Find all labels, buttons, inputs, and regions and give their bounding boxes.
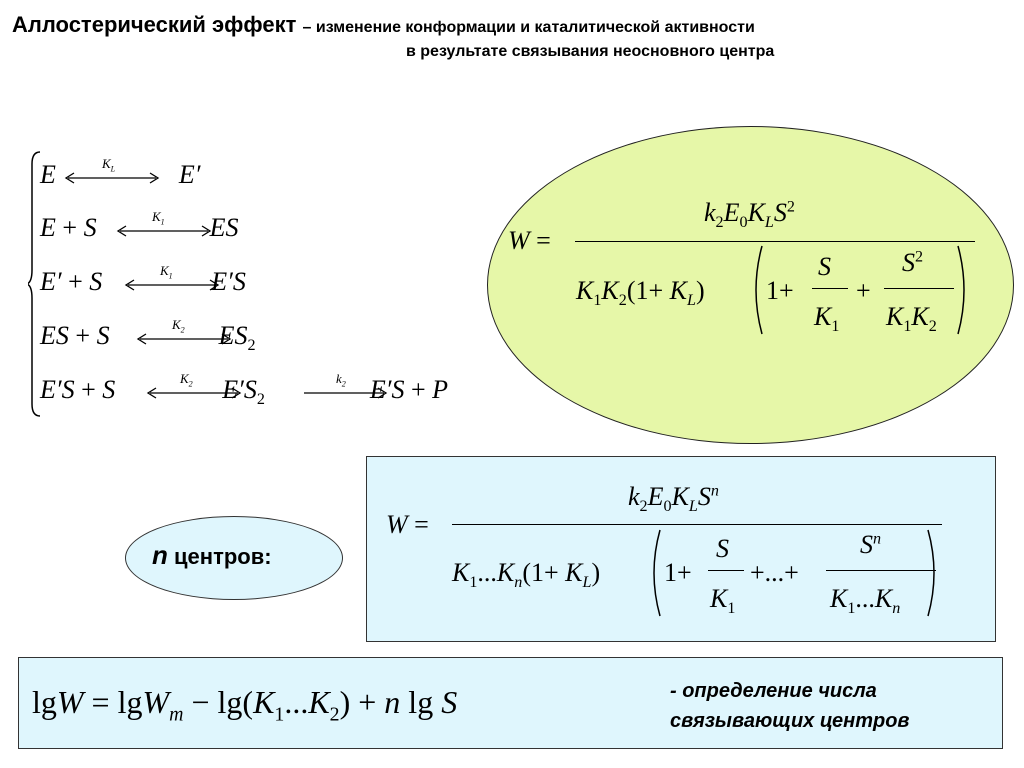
reaction-5-constant: $K_2$: [180, 371, 193, 389]
n-sites-label: [152, 540, 272, 571]
note-line2: связывающих центров: [670, 710, 910, 732]
page-title: [12, 12, 755, 38]
formula-two-sites-denominator-prefix: $K_1K_2(1+ K_L)$: [576, 276, 705, 310]
formula-two-sites-numerator: $k_2E_0K_LS^2$: [704, 198, 795, 232]
formula-n-sites-fraction-bar: [452, 524, 942, 525]
formula-two-sites-lhs: W =: [508, 226, 551, 255]
reaction-5-arrow: [146, 387, 242, 399]
reaction-1-left: E: [40, 160, 56, 189]
note-line1: - определение числа: [670, 680, 877, 702]
reaction-5: E′S + S $E'S_2$ E′S + P: [40, 375, 449, 409]
reaction-4-arrow: [136, 333, 232, 345]
right-paren: [956, 244, 972, 336]
formula-n-sites-numerator: $k_2E_0K_LS^n$: [628, 482, 719, 516]
reaction-1-constant: $K_L$: [102, 156, 116, 174]
reaction-4-constant: $K_2$: [172, 317, 185, 335]
title-definition-line1: – изменение конформации и каталитической активности: [302, 19, 755, 36]
reaction-5-arrow2: [302, 387, 388, 399]
reaction-1-right: E′: [178, 160, 201, 189]
n-sites-text: центров:: [174, 544, 272, 569]
reaction-2-constant: $K_1$: [152, 209, 165, 227]
reaction-3-arrow: [124, 279, 220, 291]
title-term: Аллостерический эффект: [12, 12, 297, 37]
log-equation: $\lg W = \lg W_m - \lg(K_1...K_2) + n$ lg S: [32, 684, 458, 726]
note: [670, 676, 910, 736]
left-paren: [748, 244, 764, 336]
reaction-5-constant2: $k_2$: [336, 371, 346, 389]
formula-n-sites-lhs: W =: [386, 510, 429, 539]
reaction-2: E + S ES: [40, 213, 239, 242]
formula-two-sites-fraction-bar: [575, 241, 975, 242]
title-definition-line2: в результате связывания неосновного центра: [406, 43, 775, 60]
reaction-1-arrow: [64, 172, 160, 184]
reaction-4: ES + S $ES_2$: [40, 321, 256, 355]
reaction-3: E′ + S E′S: [40, 267, 246, 296]
reaction-2-arrow: [116, 225, 212, 237]
reaction-3-constant: $K_1$: [160, 263, 173, 281]
n-variable: n: [152, 540, 168, 570]
